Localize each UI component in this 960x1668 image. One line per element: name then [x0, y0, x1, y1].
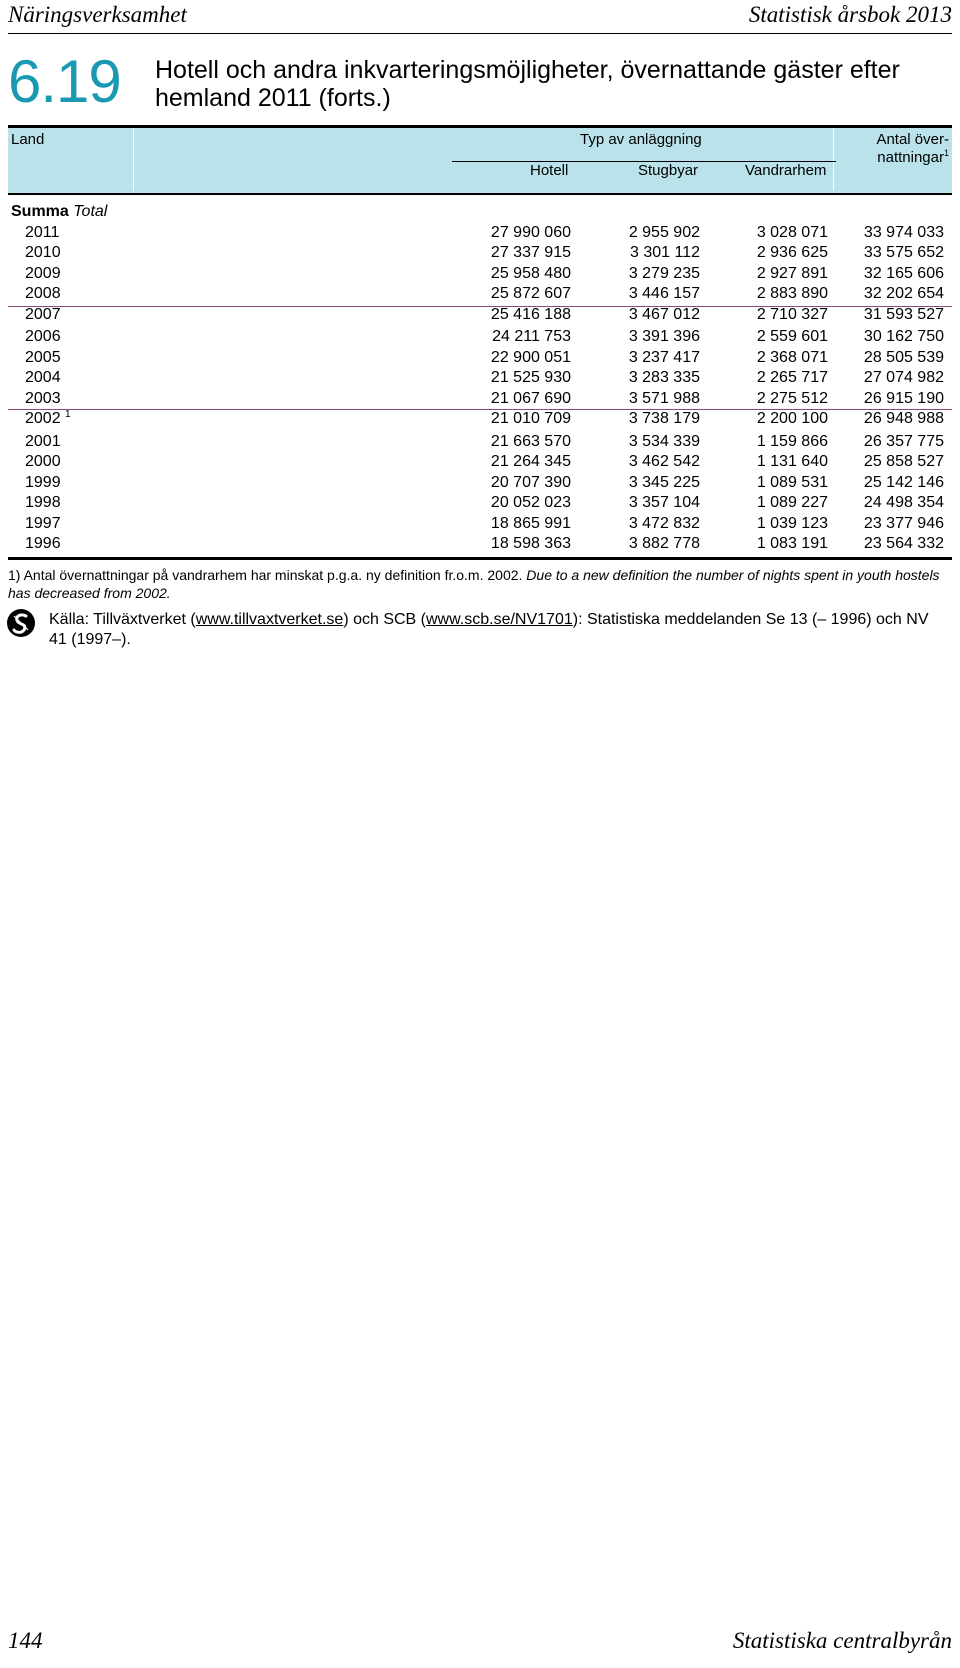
table-bottom-rule	[8, 557, 952, 560]
cell-value: 30 162 750	[863, 328, 944, 345]
group-separator	[8, 306, 952, 307]
cell-value: 2 275 512	[756, 389, 828, 407]
row-year: 2003	[25, 389, 61, 407]
table-number: 6.19	[8, 48, 121, 115]
column-header-stugbyar: Stugbyar	[638, 162, 699, 179]
cell-value: 3 571 988	[628, 389, 700, 407]
cell-value: 24 498 354	[863, 494, 944, 511]
cell-value: 3 237 417	[628, 348, 700, 366]
cell-value: 3 345 225	[628, 473, 700, 491]
cell-value: 21 264 345	[490, 453, 571, 470]
table-row	[8, 327, 952, 348]
table-row	[8, 493, 952, 514]
table-row	[8, 409, 952, 430]
table-row	[8, 264, 952, 285]
row-year: 1998	[25, 494, 61, 511]
column-header-land: Land	[11, 131, 45, 148]
cell-value: 3 357 104	[628, 494, 700, 511]
cell-value: 1 083 191	[756, 535, 828, 552]
table-row	[8, 514, 952, 535]
cell-value: 32 165 606	[863, 264, 944, 282]
scb-logo-icon	[6, 608, 36, 638]
table-title: Hotell och andra inkvarteringsmöjligheter, övernattande gäster efter hemland 2011 (forts.)	[155, 56, 900, 112]
table-row	[8, 432, 952, 453]
column-header-hotell: Hotell	[530, 162, 569, 179]
cell-value: 3 882 778	[628, 535, 700, 552]
table-row	[8, 223, 952, 244]
cell-value: 2 883 890	[756, 285, 828, 302]
cell-value: 3 467 012	[628, 305, 700, 323]
cell-value: 31 593 527	[863, 305, 944, 323]
row-year: 1996	[25, 535, 61, 552]
footnote-sv: 1) Antal övernattningar på vandrarhem har minskat p.g.a. ny definition fr.o.m. 2002.	[8, 567, 523, 583]
cell-value: 27 990 060	[490, 223, 571, 241]
cell-value: 2 710 327	[756, 305, 828, 323]
cell-value: 21 067 690	[490, 389, 571, 407]
table-row	[8, 305, 952, 326]
row-year: 1999	[25, 473, 61, 491]
cell-value: 26 357 775	[863, 432, 944, 450]
row-year: 2005	[25, 348, 61, 366]
source-link-scb[interactable]: www.scb.se/NV1701	[426, 611, 573, 628]
cell-value: 3 738 179	[628, 410, 700, 427]
cell-value: 23 377 946	[863, 514, 944, 532]
footnote	[8, 566, 952, 602]
cell-value: 26 915 190	[863, 389, 944, 407]
cell-value: 2 559 601	[756, 328, 828, 345]
cell-value: 1 089 531	[756, 473, 828, 491]
cell-value: 3 301 112	[630, 244, 700, 261]
cell-value: 27 074 982	[863, 369, 944, 386]
footnote-marker: 1	[65, 409, 71, 420]
cell-value: 20 052 023	[490, 494, 571, 511]
row-year: 2006	[25, 328, 61, 345]
cell-value: 25 416 188	[490, 305, 571, 323]
row-year: 2008	[25, 285, 61, 302]
cell-value: 28 505 539	[863, 348, 944, 366]
cell-value: 33 974 033	[863, 223, 944, 241]
source-note: Källa: Tillväxtverket (www.tillvaxtverket.se) och SCB (www.scb.se/NV1701): Statistiska meddelanden Se 13 (– 1996) och NV 41 (1997–).	[49, 611, 929, 648]
cell-value: 1 131 640	[756, 453, 828, 470]
cell-value: 25 958 480	[490, 264, 571, 282]
page-number: 144	[8, 1628, 43, 1653]
row-year: 2002	[25, 410, 61, 427]
cell-value: 3 279 235	[628, 264, 700, 282]
yearbook-title: Statistisk årsbok 2013	[748, 2, 952, 27]
cell-value: 2 936 625	[756, 244, 828, 261]
cell-value: 3 534 339	[628, 432, 700, 450]
row-year: 2011	[25, 223, 60, 241]
cell-value: 32 202 654	[863, 285, 944, 302]
cell-value: 21 525 930	[490, 369, 571, 386]
table-row	[8, 389, 952, 410]
cell-value: 2 368 071	[756, 348, 828, 366]
table-row	[8, 243, 952, 264]
cell-value: 21 010 709	[490, 410, 571, 427]
cell-value: 26 948 988	[863, 410, 944, 427]
row-year: 1997	[25, 514, 61, 532]
row-year: 2010	[25, 244, 61, 261]
table-body	[8, 202, 952, 555]
cell-value: 3 462 542	[628, 453, 700, 470]
cell-value: 21 663 570	[490, 432, 571, 450]
publisher: Statistiska centralbyrån	[732, 1628, 952, 1653]
cell-value: 3 028 071	[756, 223, 828, 241]
cell-value: 3 446 157	[628, 285, 700, 302]
cell-value: 25 858 527	[863, 453, 944, 470]
table-row	[8, 348, 952, 369]
cell-value: 1 159 866	[756, 432, 828, 450]
cell-value: 2 200 100	[756, 410, 828, 427]
row-year: 2000	[25, 453, 61, 470]
table-row	[8, 368, 952, 389]
column-header-antal: Antal över- nattningar$^1$	[876, 131, 949, 166]
table-row	[8, 284, 952, 305]
column-group-header: Typ av anläggning	[580, 131, 702, 148]
table-row	[8, 452, 952, 473]
cell-value: 1 039 123	[756, 514, 828, 532]
cell-value: 33 575 652	[863, 244, 944, 261]
cell-value: 3 391 396	[628, 328, 700, 345]
section-name: Näringsverksamhet	[8, 2, 187, 27]
column-header-vandrarhem: Vandrarhem	[745, 162, 827, 179]
cell-value: 22 900 051	[490, 348, 571, 366]
table-row	[8, 534, 952, 555]
footnote-en: Due to a new definition the number of nights spent in youth hostels has decreased from 2002.	[8, 567, 940, 601]
cell-value: 2 955 902	[628, 223, 700, 241]
header-separator	[833, 128, 834, 191]
cell-value: 20 707 390	[490, 473, 571, 491]
row-year: 2009	[25, 264, 61, 282]
running-header	[8, 0, 952, 34]
cell-value: 2 265 717	[756, 369, 828, 386]
section-label-en: Total	[73, 203, 108, 220]
row-year: 2004	[25, 369, 61, 386]
cell-value: 25 872 607	[490, 285, 571, 302]
table-header	[8, 125, 952, 195]
cell-value: 24 211 753	[492, 328, 571, 345]
cell-value: 18 865 991	[490, 514, 571, 532]
cell-value: 23 564 332	[863, 535, 944, 552]
cell-value: 1 089 227	[756, 494, 828, 511]
cell-value: 3 472 832	[628, 514, 700, 532]
cell-value: 3 283 335	[628, 369, 700, 386]
group-separator	[8, 409, 952, 410]
section-row	[8, 202, 952, 223]
row-year: 2007	[25, 305, 61, 323]
table-row	[8, 473, 952, 494]
section-label: Summa	[11, 203, 69, 220]
row-year: 2001	[25, 432, 61, 450]
cell-value: 18 598 363	[490, 535, 571, 552]
cell-value: 25 142 146	[863, 473, 944, 491]
source-link-tillvaxtverket[interactable]: www.tillvaxtverket.se	[195, 611, 344, 628]
header-separator	[133, 128, 134, 191]
cell-value: 27 337 915	[490, 244, 571, 261]
cell-value: 2 927 891	[756, 264, 828, 282]
